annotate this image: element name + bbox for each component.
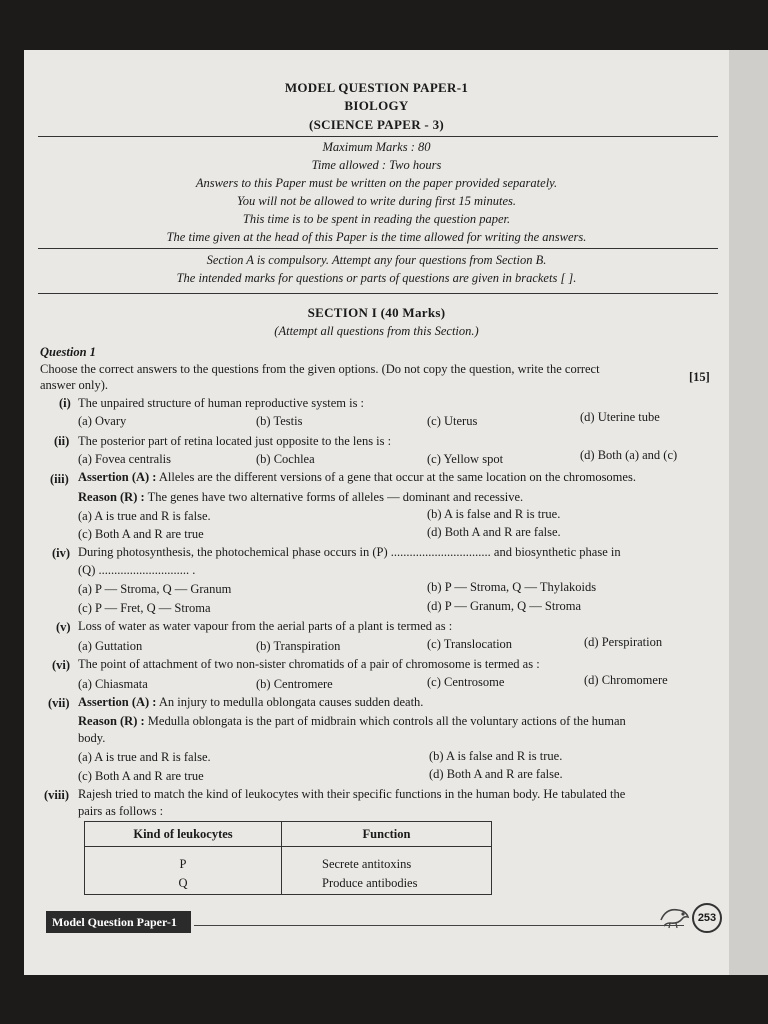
option-d: (d) P — Granum, Q — Stroma [427,599,582,613]
instruction-line: This time is to be spent in reading the question paper. [242,212,511,226]
option-c: (c) P — Fret, Q — Stroma [78,601,211,615]
leukocyte-kind: Q [178,876,188,890]
option-b: (b) A is false and R is true. [429,749,563,763]
item-number: (vii) [48,696,70,710]
item-text: Rajesh tried to match the kind of leukocytes with their specific functions in the human body. He tabulated the [78,787,626,801]
item-number: (iv) [52,546,71,560]
option-a: (a) Guttation [78,639,143,653]
item-text: During photosynthesis, the photochemical phase occurs in (P) ................................ and biosynthetic phase in [78,545,621,559]
item-number: (iii) [50,472,69,486]
reason-label: Reason (R) : [78,714,145,728]
option-b: (b) A is false and R is true. [427,507,561,521]
exam-page [24,50,729,975]
option-c: (c) Uterus [427,414,478,428]
section-title: SECTION I (40 Marks) [307,305,446,320]
reason-continued: body. [78,731,106,745]
leukocyte-function: Secrete antitoxins [322,857,412,871]
chameleon-icon [658,902,692,930]
paper-code: (SCIENCE PAPER - 3) [308,117,445,132]
option-b: (b) Testis [256,414,303,428]
section-note: The intended marks for questions or parts of questions are given in brackets [ ]. [176,271,577,285]
option-b: (b) Centromere [256,677,333,691]
option-b: (b) P — Stroma, Q — Thylakoids [427,580,597,594]
footer-rule [194,925,684,926]
assertion-label: Assertion (A) : [78,695,157,709]
leukocyte-table [84,821,492,895]
option-c: (c) Translocation [427,637,513,651]
subject-title: BIOLOGY [344,98,409,113]
option-a: (a) A is true and R is false. [78,750,211,764]
divider [38,248,718,249]
time-allowed: Time allowed : Two hours [311,158,442,172]
option-c: (c) Both A and R are true [78,527,204,541]
question-intro: Choose the correct answers to the questions from the given options. (Do not copy the question, write the correct [40,362,600,376]
option-a: (a) Fovea centralis [78,452,172,466]
item-number: (vi) [52,658,71,672]
option-d: (d) Chromomere [584,673,668,687]
question-label: Question 1 [40,345,96,359]
item-number: (ii) [54,434,70,448]
reason-text: The genes have two alternative forms of alleles — dominant and recessive. [147,490,524,504]
item-text: The posterior part of retina located just opposite to the lens is : [78,434,392,448]
option-a: (a) A is true and R is false. [78,509,211,523]
table-cell [282,847,492,895]
reason-text: Medulla oblongata is the part of midbrain which controls all the voluntary actions of the human [147,714,626,728]
instruction-line: You will not be allowed to write during first 15 minutes. [236,194,517,208]
paper-title: MODEL QUESTION PAPER-1 [284,80,469,95]
page-number: 253 [692,903,722,933]
leukocyte-function: Produce antibodies [322,876,418,890]
question-marks: [15] [689,370,710,384]
option-c: (c) Yellow spot [427,452,504,466]
item-text: pairs as follows : [78,804,164,818]
item-number: (i) [59,396,71,410]
reason [78,490,523,505]
assertion [78,470,636,485]
table-header-row [85,822,492,847]
option-c: (c) Centrosome [427,675,505,689]
page-edge [729,50,768,975]
option-d: (d) Both A and R are false. [427,525,561,539]
item-text: (Q) ............................. . [78,563,196,577]
option-b: (b) Cochlea [256,452,315,466]
divider [38,293,718,294]
option-a: (a) P — Stroma, Q — Granum [78,582,232,596]
instruction-line: The time given at the head of this Paper is the time allowed for writing the answers. [166,230,587,244]
option-b: (b) Transpiration [256,639,341,653]
section-note: Section A is compulsory. Attempt any four questions from Section B. [206,253,547,267]
section-subtitle: (Attempt all questions from this Section.) [274,324,479,338]
assertion-text: Alleles are the different versions of a gene that occur at the same location on the chromosomes. [158,470,636,484]
option-a: (a) Chiasmata [78,677,148,691]
item-text: The unpaired structure of human reproductive system is : [78,396,365,410]
option-d: (d) Uterine tube [580,410,660,424]
item-number: (v) [56,620,71,634]
table-header: Kind of leukocytes [85,822,282,847]
assertion-label: Assertion (A) : [78,470,157,484]
footer-label: Model Question Paper-1 [46,911,191,933]
assertion [78,695,423,710]
option-a: (a) Ovary [78,414,127,428]
item-text: The point of attachment of two non-sister chromatids of a pair of chromosome is termed as : [78,657,540,671]
option-d: (d) Perspiration [584,635,663,649]
max-marks: Maximum Marks : 80 [322,140,431,154]
question-intro: answer only). [40,378,109,392]
divider [38,136,718,137]
leukocyte-kind: P [179,857,187,871]
item-number: (viii) [44,788,69,802]
table-cell [85,847,282,895]
table-header: Function [282,822,492,847]
option-d: (d) Both A and R are false. [429,767,563,781]
item-text: Loss of water as water vapour from the aerial parts of a plant is termed as : [78,619,453,633]
option-d: (d) Both (a) and (c) [580,448,678,462]
reason [78,714,626,729]
option-c: (c) Both A and R are true [78,769,204,783]
table-row [85,847,492,895]
assertion-text: An injury to medulla oblongata causes sudden death. [158,695,424,709]
reason-label: Reason (R) : [78,490,145,504]
instruction-line: Answers to this Paper must be written on the paper provided separately. [195,176,558,190]
